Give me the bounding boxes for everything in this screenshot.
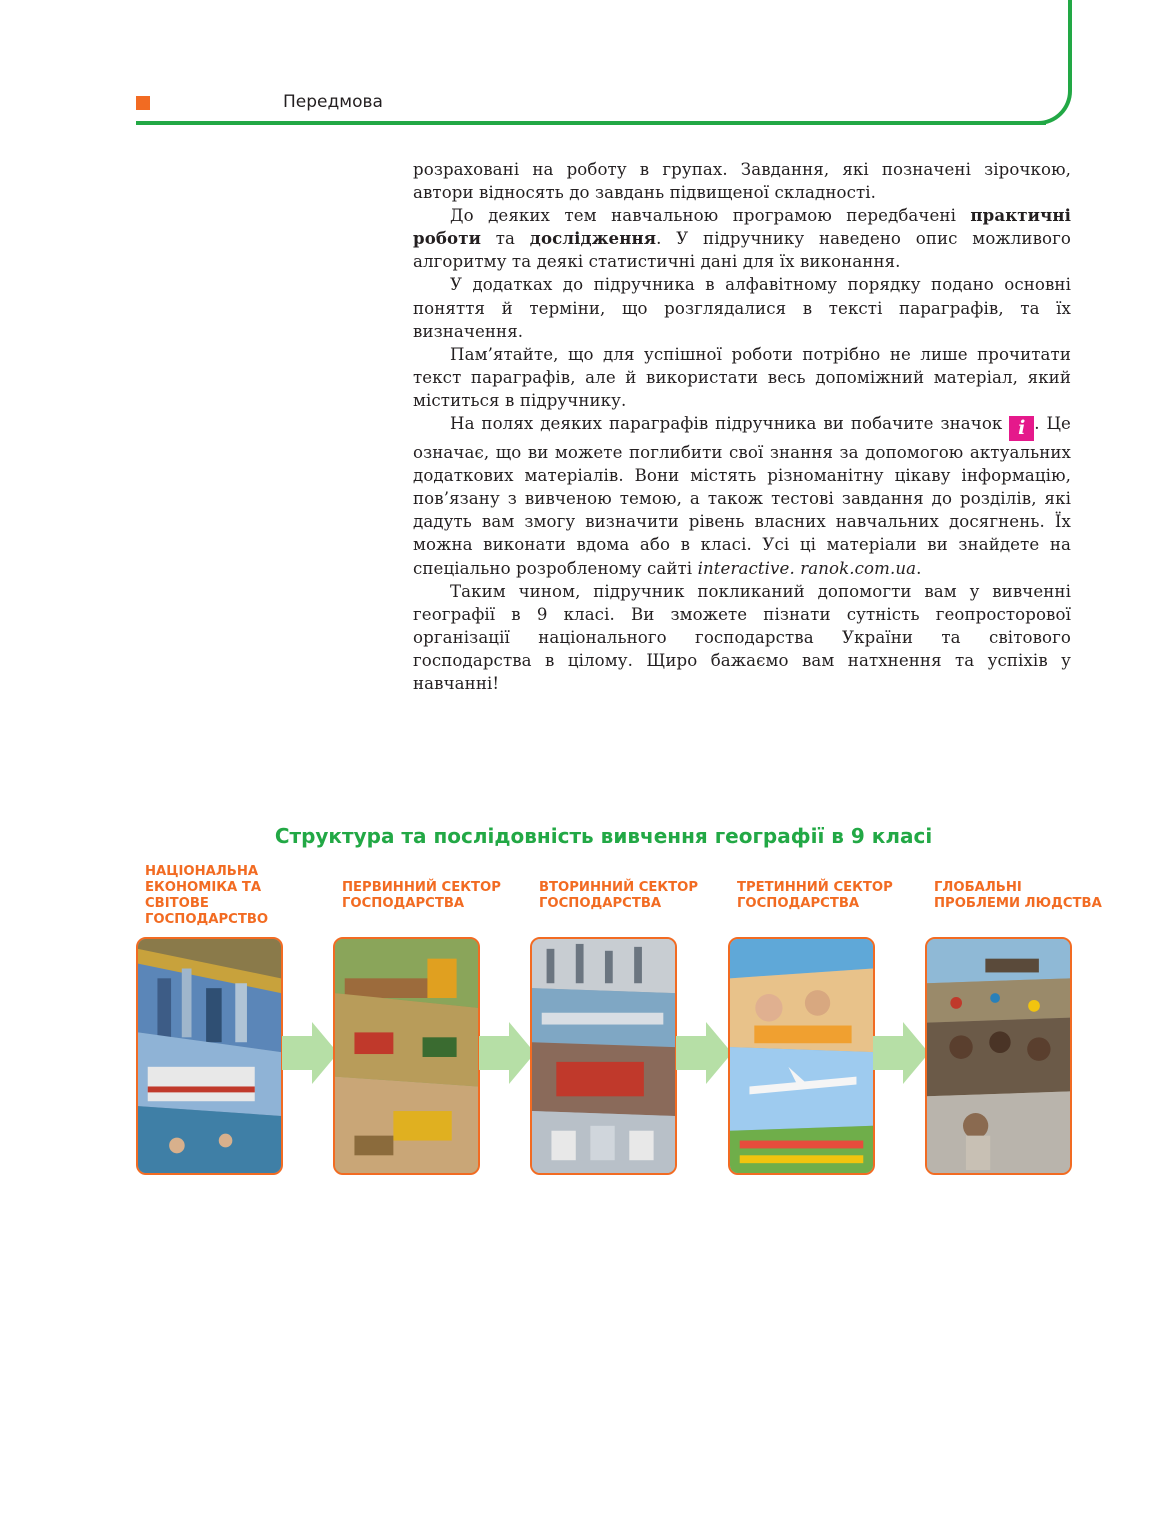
- paragraph-2: [413, 204, 1071, 273]
- header-frame-curve: [1020, 0, 1072, 125]
- website-link[interactable]: interactive. ranok.com.ua: [697, 558, 917, 578]
- paragraph-2-text: та: [481, 229, 530, 249]
- arrow-right-icon: [873, 1022, 929, 1084]
- arrow-right-icon: [282, 1022, 338, 1084]
- paragraph-5-text: На полях деяких параграфів підручника ви побачите значок: [450, 414, 1010, 434]
- section-marker-icon: [136, 96, 150, 110]
- arrow-right-icon: [479, 1022, 535, 1084]
- stage-label-secondary-sector: ВТОРИННИЙ СЕКТОР ГОСПОДАРСТВА: [539, 880, 699, 911]
- paragraph-5-text: . Це означає, що ви можете поглибити свої знання за допомогою актуальних додаткових матеріалів. Вони містять різноманітну цікаву інформацію, пов’язану з вивченою темою, а також тестові завдання до розділів, які дадуть вам змогу визначити рівень власних навчальних досягнень. Їх можна виконати вдома або в класі. Усі ці матеріали ви знайдете на спеціально розробленому сайті: [413, 414, 1071, 578]
- paragraph-6: Таким чином, підручник покликаний допомогти вам у вивченні географії в 9 класі. Ви зможете пізнати сутність геопросторової організації національного господарства України та світового господарства в цілому. Щиро бажаємо вам натхнення та успіхів у навчанні!: [413, 581, 1071, 693]
- stage-label-tertiary-sector: ТРЕТИННИЙ СЕКТОР ГОСПОДАРСТВА: [737, 880, 893, 911]
- stage-label-global-problems: ГЛОБАЛЬНІ ПРОБЛЕМИ ЛЮДСТВА: [934, 880, 1102, 911]
- body-text: [413, 158, 1071, 695]
- info-icon: i: [1009, 416, 1034, 441]
- term-research: дослідження: [529, 228, 657, 249]
- paragraph-3: У додатках до підручника в алфавітному порядку подано основні поняття й терміни, що розглядалися в тексті параграфів, та їх визначення.: [413, 275, 1071, 341]
- stage-image-primary-sector: [333, 937, 480, 1175]
- stage-image-tertiary-sector: [728, 937, 875, 1175]
- structure-title: Структура та послідовність вивчення географії в 9 класі: [274, 824, 933, 848]
- paragraph-2-text: . У підручнику наведено опис можливого алгоритму та деякі статистичні дані для їх виконання.: [413, 229, 1071, 272]
- section-title: Передмова: [283, 92, 383, 112]
- paragraph-1: розраховані на роботу в групах. Завдання, які позначені зірочкою, автори відносять до завдань підвищеної складності.: [413, 160, 1071, 203]
- stage-image-global-problems: [925, 937, 1072, 1175]
- stage-label-national-economy: НАЦІОНАЛЬНА ЕКОНОМІКА ТА СВІТОВЕ ГОСПОДАРСТВО: [145, 864, 269, 927]
- paragraph-2-text: До деяких тем навчальною програмою передбачені: [450, 206, 971, 226]
- stage-label-primary-sector: ПЕРВИННИЙ СЕКТОР ГОСПОДАРСТВА: [342, 880, 501, 911]
- paragraph-5: [413, 412, 1071, 580]
- term-practical-works: практичні роботи: [413, 205, 1071, 249]
- stage-image-secondary-sector: [530, 937, 677, 1175]
- paragraph-5-text: .: [916, 558, 922, 578]
- stage-image-national-economy: [136, 937, 283, 1175]
- header-divider: [136, 121, 1046, 125]
- arrow-right-icon: [676, 1022, 732, 1084]
- paragraph-4: Пам’ятайте, що для успішної роботи потрібно не лише прочитати текст параграфів, але й використати весь допоміжний матеріал, який міститься в підручнику.: [413, 344, 1071, 410]
